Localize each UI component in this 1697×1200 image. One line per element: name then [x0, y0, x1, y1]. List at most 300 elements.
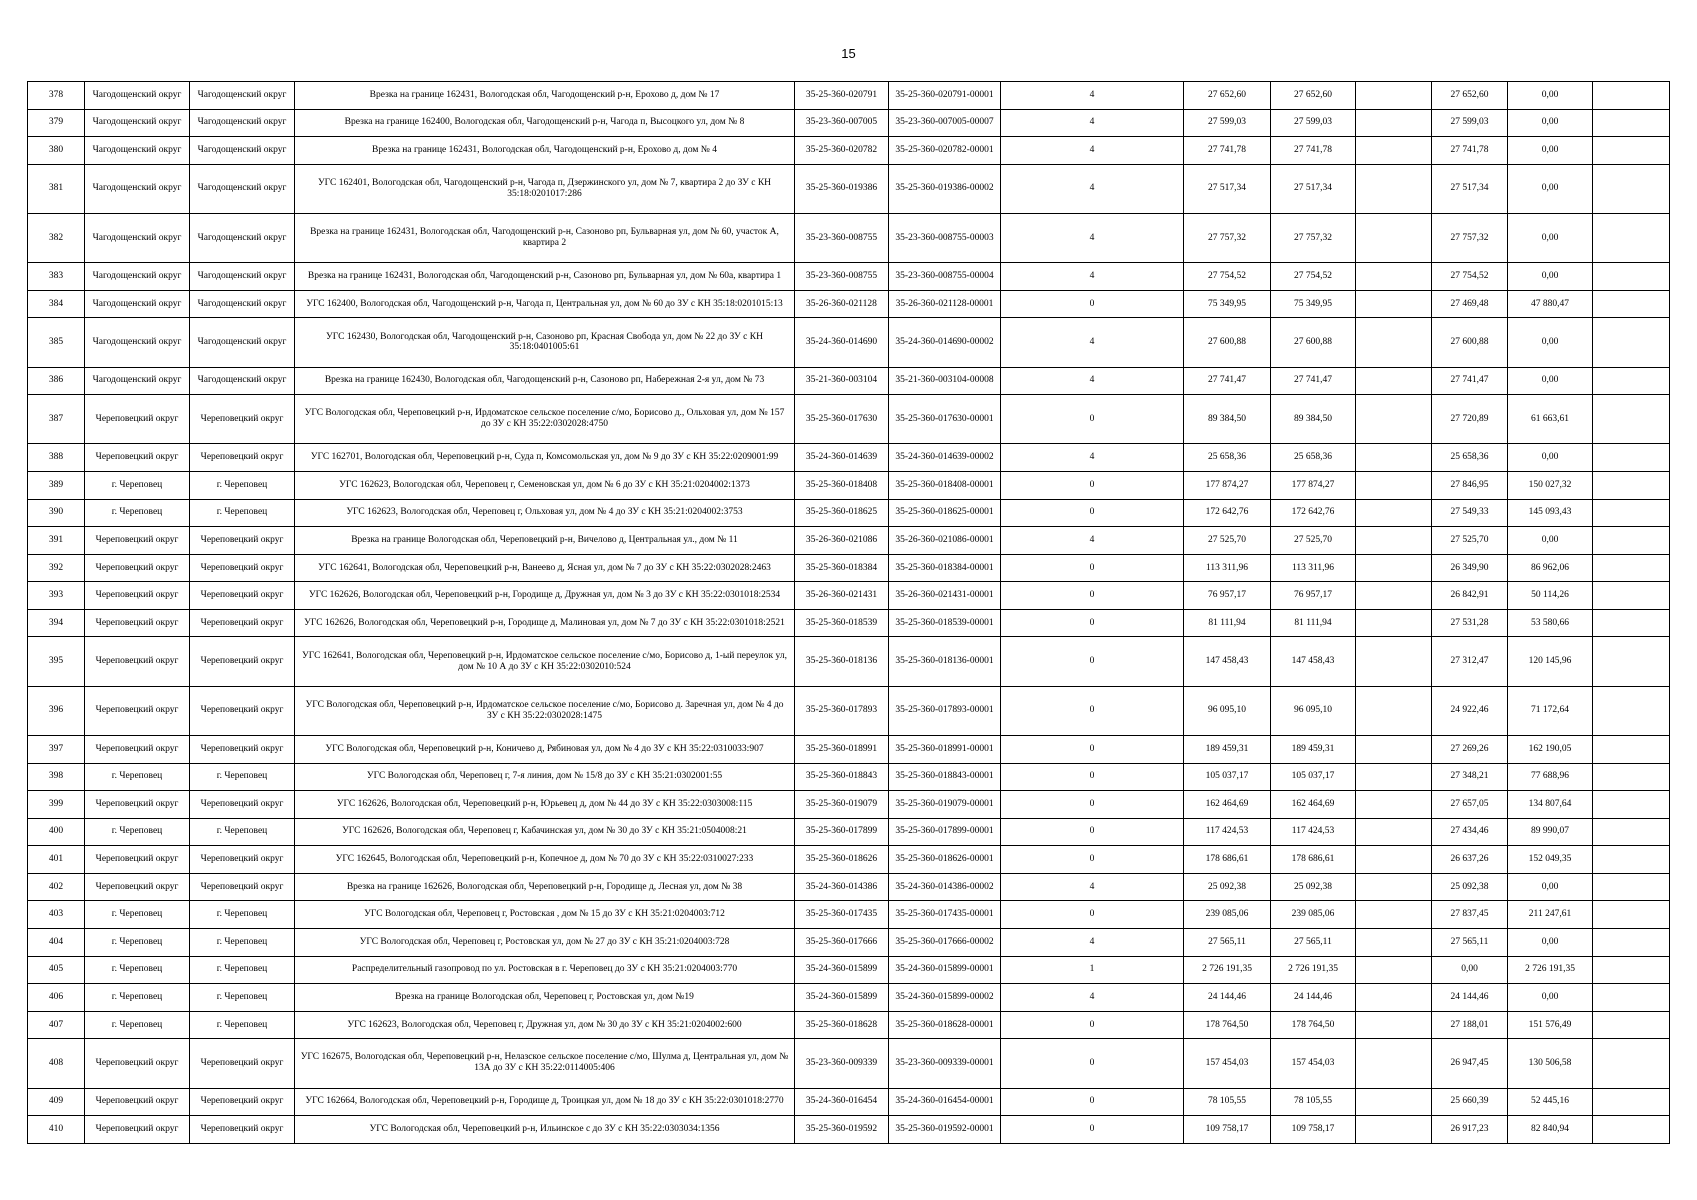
- object-number-cell: 35-23-360-008755-00003: [889, 213, 1001, 262]
- address-cell: УГС 162626, Вологодская обл, Череповец г, Кабачинская ул, дом № 30 до ЗУ с КН 35:21:0504008:21: [295, 818, 795, 846]
- empty-cell: [1593, 637, 1670, 686]
- amount-calc-cell: 81 111,94: [1271, 609, 1356, 637]
- empty-cell: [1356, 109, 1432, 137]
- table-row: [28, 637, 1670, 686]
- category-cell: 0: [1001, 1011, 1184, 1039]
- empty-cell: [1593, 263, 1670, 291]
- category-cell: 0: [1001, 609, 1184, 637]
- address-cell: Врезка на границе Вологодская обл, Череповецкий р-н, Вичелово д, Центральная ул., дом № 11: [295, 527, 795, 555]
- amount-calc-cell: 117 424,53: [1271, 818, 1356, 846]
- empty-cell: [1356, 318, 1432, 367]
- empty-cell: [1593, 609, 1670, 637]
- table-row: [28, 901, 1670, 929]
- cadastral-number-cell: 35-25-360-020782: [795, 137, 889, 165]
- amount-paid-cell: 27 600,88: [1432, 318, 1508, 367]
- amount-total-cell: 27 517,34: [1184, 164, 1271, 213]
- empty-cell: [1356, 395, 1432, 444]
- row-number-cell: 410: [28, 1116, 85, 1144]
- empty-cell: [1593, 928, 1670, 956]
- address-cell: УГС Вологодская обл, Череповецкий р-н, Ильинское с до ЗУ с КН 35:22:0303034:1356: [295, 1116, 795, 1144]
- category-cell: 0: [1001, 290, 1184, 318]
- amount-rest-cell: 151 576,49: [1508, 1011, 1593, 1039]
- municipality-cell: Чагодощенский округ: [190, 290, 295, 318]
- amount-total-cell: 2 726 191,35: [1184, 956, 1271, 984]
- amount-paid-cell: 0,00: [1432, 956, 1508, 984]
- amount-paid-cell: 24 144,46: [1432, 984, 1508, 1012]
- cadastral-number-cell: 35-24-360-014386: [795, 873, 889, 901]
- district-cell: Череповецкий округ: [85, 609, 190, 637]
- empty-cell: [1593, 582, 1670, 610]
- object-number-cell: 35-25-360-018408-00001: [889, 471, 1001, 499]
- amount-paid-cell: 27 517,34: [1432, 164, 1508, 213]
- empty-cell: [1356, 582, 1432, 610]
- address-cell: Врезка на границе 162431, Вологодская обл, Чагодощенский р-н, Сазоново рп, Бульварная ул, дом № 60, участок А, квартира 2: [295, 213, 795, 262]
- row-number-cell: 393: [28, 582, 85, 610]
- amount-rest-cell: 0,00: [1508, 527, 1593, 555]
- amount-rest-cell: 0,00: [1508, 109, 1593, 137]
- district-cell: Чагодощенский округ: [85, 82, 190, 110]
- empty-cell: [1356, 527, 1432, 555]
- category-cell: 0: [1001, 1088, 1184, 1116]
- municipality-cell: г. Череповец: [190, 818, 295, 846]
- amount-paid-cell: 26 637,26: [1432, 846, 1508, 874]
- municipality-cell: Чагодощенский округ: [190, 137, 295, 165]
- amount-rest-cell: 82 840,94: [1508, 1116, 1593, 1144]
- amount-total-cell: 178 764,50: [1184, 1011, 1271, 1039]
- row-number-cell: 407: [28, 1011, 85, 1039]
- row-number-cell: 399: [28, 791, 85, 819]
- registry-table: [27, 81, 1670, 1144]
- object-number-cell: 35-21-360-003104-00008: [889, 367, 1001, 395]
- amount-rest-cell: 0,00: [1508, 873, 1593, 901]
- category-cell: 0: [1001, 735, 1184, 763]
- empty-cell: [1356, 735, 1432, 763]
- amount-calc-cell: 162 464,69: [1271, 791, 1356, 819]
- object-number-cell: 35-25-360-018843-00001: [889, 763, 1001, 791]
- amount-total-cell: 25 658,36: [1184, 444, 1271, 472]
- amount-calc-cell: 27 741,47: [1271, 367, 1356, 395]
- district-cell: г. Череповец: [85, 471, 190, 499]
- amount-total-cell: 27 600,88: [1184, 318, 1271, 367]
- amount-rest-cell: 71 172,64: [1508, 686, 1593, 735]
- amount-paid-cell: 27 549,33: [1432, 499, 1508, 527]
- category-cell: 0: [1001, 791, 1184, 819]
- empty-cell: [1356, 1088, 1432, 1116]
- object-number-cell: 35-25-360-017666-00002: [889, 928, 1001, 956]
- address-cell: УГС 162623, Вологодская обл, Череповец г, Ольховая ул, дом № 4 до ЗУ с КН 35:21:0204002:3753: [295, 499, 795, 527]
- address-cell: УГС 162626, Вологодская обл, Череповецкий р-н, Городище д, Дружная ул, дом № 3 до ЗУ с КН 35:22:0301018:2534: [295, 582, 795, 610]
- municipality-cell: Череповецкий округ: [190, 791, 295, 819]
- district-cell: Череповецкий округ: [85, 1116, 190, 1144]
- cadastral-number-cell: 35-25-360-018628: [795, 1011, 889, 1039]
- amount-rest-cell: 53 580,66: [1508, 609, 1593, 637]
- category-cell: 0: [1001, 637, 1184, 686]
- empty-cell: [1356, 609, 1432, 637]
- amount-paid-cell: 25 658,36: [1432, 444, 1508, 472]
- municipality-cell: Чагодощенский округ: [190, 263, 295, 291]
- category-cell: 4: [1001, 82, 1184, 110]
- amount-paid-cell: 27 565,11: [1432, 928, 1508, 956]
- amount-calc-cell: 157 454,03: [1271, 1039, 1356, 1088]
- amount-total-cell: 75 349,95: [1184, 290, 1271, 318]
- empty-cell: [1593, 367, 1670, 395]
- address-cell: Врезка на границе 162431, Вологодская обл, Чагодощенский р-н, Ерохово д, дом № 4: [295, 137, 795, 165]
- address-cell: УГС 162641, Вологодская обл, Череповецкий р-н, Ванеево д, Ясная ул, дом № 7 до ЗУ с КН 35:22:0302028:2463: [295, 554, 795, 582]
- address-cell: УГС 162664, Вологодская обл, Череповецкий р-н, Городище д, Троицкая ул, дом № 18 до ЗУ с КН 35:22:0301018:2770: [295, 1088, 795, 1116]
- row-number-cell: 383: [28, 263, 85, 291]
- table-row: [28, 395, 1670, 444]
- category-cell: 0: [1001, 763, 1184, 791]
- row-number-cell: 397: [28, 735, 85, 763]
- amount-paid-cell: 27 757,32: [1432, 213, 1508, 262]
- empty-cell: [1356, 956, 1432, 984]
- municipality-cell: г. Череповец: [190, 471, 295, 499]
- amount-rest-cell: 0,00: [1508, 213, 1593, 262]
- amount-total-cell: 27 652,60: [1184, 82, 1271, 110]
- district-cell: г. Череповец: [85, 499, 190, 527]
- amount-paid-cell: 26 947,45: [1432, 1039, 1508, 1088]
- category-cell: 0: [1001, 471, 1184, 499]
- cadastral-number-cell: 35-21-360-003104: [795, 367, 889, 395]
- amount-paid-cell: 27 846,95: [1432, 471, 1508, 499]
- category-cell: 0: [1001, 554, 1184, 582]
- cadastral-number-cell: 35-26-360-021128: [795, 290, 889, 318]
- municipality-cell: Череповецкий округ: [190, 444, 295, 472]
- municipality-cell: Череповецкий округ: [190, 1116, 295, 1144]
- address-cell: УГС 162701, Вологодская обл, Череповецкий р-н, Суда п, Комсомольская ул, дом № 9 до ЗУ с КН 35:22:0209001:99: [295, 444, 795, 472]
- amount-rest-cell: 134 807,64: [1508, 791, 1593, 819]
- object-number-cell: 35-25-360-019386-00002: [889, 164, 1001, 213]
- category-cell: 4: [1001, 263, 1184, 291]
- empty-cell: [1356, 471, 1432, 499]
- amount-calc-cell: 24 144,46: [1271, 984, 1356, 1012]
- row-number-cell: 389: [28, 471, 85, 499]
- empty-cell: [1356, 901, 1432, 929]
- amount-total-cell: 177 874,27: [1184, 471, 1271, 499]
- cadastral-number-cell: 35-23-360-008755: [795, 263, 889, 291]
- district-cell: Череповецкий округ: [85, 873, 190, 901]
- empty-cell: [1356, 367, 1432, 395]
- table-row: [28, 609, 1670, 637]
- empty-cell: [1593, 984, 1670, 1012]
- cadastral-number-cell: 35-24-360-014639: [795, 444, 889, 472]
- empty-cell: [1593, 395, 1670, 444]
- district-cell: г. Череповец: [85, 928, 190, 956]
- amount-calc-cell: 2 726 191,35: [1271, 956, 1356, 984]
- district-cell: Чагодощенский округ: [85, 137, 190, 165]
- amount-calc-cell: 27 754,52: [1271, 263, 1356, 291]
- empty-cell: [1356, 818, 1432, 846]
- cadastral-number-cell: 35-26-360-021086: [795, 527, 889, 555]
- empty-cell: [1593, 164, 1670, 213]
- empty-cell: [1356, 763, 1432, 791]
- object-number-cell: 35-25-360-020791-00001: [889, 82, 1001, 110]
- empty-cell: [1593, 213, 1670, 262]
- object-number-cell: 35-25-360-017899-00001: [889, 818, 1001, 846]
- address-cell: УГС 162641, Вологодская обл, Череповецкий р-н, Ирдоматское сельское поселение с/мо, Борисово д, 1-ый переулок ул, дом № 10 А до ЗУ с КН 35:22:0302010:524: [295, 637, 795, 686]
- object-number-cell: 35-24-360-014639-00002: [889, 444, 1001, 472]
- amount-rest-cell: 0,00: [1508, 444, 1593, 472]
- category-cell: 4: [1001, 984, 1184, 1012]
- amount-rest-cell: 145 093,43: [1508, 499, 1593, 527]
- amount-calc-cell: 78 105,55: [1271, 1088, 1356, 1116]
- municipality-cell: г. Череповец: [190, 499, 295, 527]
- amount-rest-cell: 120 145,96: [1508, 637, 1593, 686]
- empty-cell: [1593, 527, 1670, 555]
- row-number-cell: 400: [28, 818, 85, 846]
- cadastral-number-cell: 35-25-360-020791: [795, 82, 889, 110]
- amount-calc-cell: 25 658,36: [1271, 444, 1356, 472]
- district-cell: Чагодощенский округ: [85, 109, 190, 137]
- empty-cell: [1593, 1116, 1670, 1144]
- empty-cell: [1356, 137, 1432, 165]
- amount-rest-cell: 0,00: [1508, 928, 1593, 956]
- address-cell: УГС Вологодская обл, Череповецкий р-н, Ирдоматское сельское поселение с/мо, Борисово д. Заречная ул, дом № 4 до ЗУ с КН 35:22:0302028:1475: [295, 686, 795, 735]
- object-number-cell: 35-25-360-018625-00001: [889, 499, 1001, 527]
- table-row: [28, 82, 1670, 110]
- district-cell: Чагодощенский округ: [85, 318, 190, 367]
- district-cell: г. Череповец: [85, 818, 190, 846]
- table-row: [28, 290, 1670, 318]
- amount-calc-cell: 27 599,03: [1271, 109, 1356, 137]
- amount-total-cell: 117 424,53: [1184, 818, 1271, 846]
- table-row: [28, 137, 1670, 165]
- registry-body: [28, 82, 1670, 1144]
- municipality-cell: Череповецкий округ: [190, 609, 295, 637]
- address-cell: Врезка на границе 162431, Вологодская обл, Чагодощенский р-н, Сазоново рп, Бульварная ул, дом № 60а, квартира 1: [295, 263, 795, 291]
- row-number-cell: 409: [28, 1088, 85, 1116]
- district-cell: Чагодощенский округ: [85, 164, 190, 213]
- empty-cell: [1356, 164, 1432, 213]
- amount-rest-cell: 152 049,35: [1508, 846, 1593, 874]
- municipality-cell: Череповецкий округ: [190, 395, 295, 444]
- amount-paid-cell: 26 349,90: [1432, 554, 1508, 582]
- amount-rest-cell: 89 990,07: [1508, 818, 1593, 846]
- table-row: [28, 527, 1670, 555]
- empty-cell: [1356, 444, 1432, 472]
- address-cell: УГС Вологодская обл, Череповецкий р-н, Коничево д, Рябиновая ул, дом № 4 до ЗУ с КН 35:22:0310033:907: [295, 735, 795, 763]
- cadastral-number-cell: 35-25-360-018539: [795, 609, 889, 637]
- empty-cell: [1593, 471, 1670, 499]
- table-row: [28, 554, 1670, 582]
- category-cell: 0: [1001, 846, 1184, 874]
- amount-total-cell: 239 085,06: [1184, 901, 1271, 929]
- category-cell: 4: [1001, 318, 1184, 367]
- cadastral-number-cell: 35-25-360-018408: [795, 471, 889, 499]
- empty-cell: [1593, 956, 1670, 984]
- object-number-cell: 35-25-360-018136-00001: [889, 637, 1001, 686]
- row-number-cell: 396: [28, 686, 85, 735]
- amount-rest-cell: 0,00: [1508, 137, 1593, 165]
- object-number-cell: 35-26-360-021086-00001: [889, 527, 1001, 555]
- amount-calc-cell: 147 458,43: [1271, 637, 1356, 686]
- cadastral-number-cell: 35-25-360-018626: [795, 846, 889, 874]
- cadastral-number-cell: 35-24-360-014690: [795, 318, 889, 367]
- municipality-cell: Череповецкий округ: [190, 846, 295, 874]
- object-number-cell: 35-24-360-014690-00002: [889, 318, 1001, 367]
- empty-cell: [1593, 1011, 1670, 1039]
- cadastral-number-cell: 35-24-360-015899: [795, 956, 889, 984]
- row-number-cell: 387: [28, 395, 85, 444]
- row-number-cell: 379: [28, 109, 85, 137]
- empty-cell: [1593, 109, 1670, 137]
- municipality-cell: г. Череповец: [190, 1011, 295, 1039]
- district-cell: Череповецкий округ: [85, 395, 190, 444]
- table-row: [28, 444, 1670, 472]
- municipality-cell: Чагодощенский округ: [190, 367, 295, 395]
- district-cell: Череповецкий округ: [85, 1039, 190, 1088]
- table-row: [28, 471, 1670, 499]
- amount-calc-cell: 75 349,95: [1271, 290, 1356, 318]
- amount-calc-cell: 27 525,70: [1271, 527, 1356, 555]
- amount-rest-cell: 61 663,61: [1508, 395, 1593, 444]
- address-cell: Врезка на границе 162626, Вологодская обл, Череповецкий р-н, Городище д, Лесная ул, дом № 38: [295, 873, 795, 901]
- municipality-cell: Череповецкий округ: [190, 554, 295, 582]
- table-row: [28, 763, 1670, 791]
- object-number-cell: 35-23-360-007005-00007: [889, 109, 1001, 137]
- empty-cell: [1356, 1116, 1432, 1144]
- category-cell: 4: [1001, 367, 1184, 395]
- table-row: [28, 582, 1670, 610]
- amount-total-cell: 24 144,46: [1184, 984, 1271, 1012]
- amount-paid-cell: 25 660,39: [1432, 1088, 1508, 1116]
- district-cell: г. Череповец: [85, 763, 190, 791]
- amount-rest-cell: 150 027,32: [1508, 471, 1593, 499]
- amount-rest-cell: 162 190,05: [1508, 735, 1593, 763]
- municipality-cell: Череповецкий округ: [190, 735, 295, 763]
- empty-cell: [1356, 686, 1432, 735]
- amount-paid-cell: 27 720,89: [1432, 395, 1508, 444]
- district-cell: Чагодощенский округ: [85, 263, 190, 291]
- object-number-cell: 35-25-360-020782-00001: [889, 137, 1001, 165]
- amount-calc-cell: 76 957,17: [1271, 582, 1356, 610]
- category-cell: 0: [1001, 901, 1184, 929]
- district-cell: Чагодощенский округ: [85, 367, 190, 395]
- address-cell: УГС 162675, Вологодская обл, Череповецкий р-н, Нелазское сельское поселение с/мо, Шулма д, Центральная ул, дом № 13А до ЗУ с КН 35:22:0114005:406: [295, 1039, 795, 1088]
- amount-total-cell: 76 957,17: [1184, 582, 1271, 610]
- amount-calc-cell: 25 092,38: [1271, 873, 1356, 901]
- cadastral-number-cell: 35-24-360-016454: [795, 1088, 889, 1116]
- object-number-cell: 35-25-360-017435-00001: [889, 901, 1001, 929]
- amount-rest-cell: 0,00: [1508, 318, 1593, 367]
- amount-paid-cell: 27 312,47: [1432, 637, 1508, 686]
- municipality-cell: Череповецкий округ: [190, 637, 295, 686]
- amount-calc-cell: 27 757,32: [1271, 213, 1356, 262]
- address-cell: Врезка на границе 162431, Вологодская обл, Чагодощенский р-н, Ерохово д, дом № 17: [295, 82, 795, 110]
- row-number-cell: 405: [28, 956, 85, 984]
- amount-calc-cell: 239 085,06: [1271, 901, 1356, 929]
- table-row: [28, 1011, 1670, 1039]
- object-number-cell: 35-24-360-015899-00001: [889, 956, 1001, 984]
- amount-rest-cell: 2 726 191,35: [1508, 956, 1593, 984]
- empty-cell: [1356, 263, 1432, 291]
- amount-rest-cell: 0,00: [1508, 263, 1593, 291]
- amount-total-cell: 105 037,17: [1184, 763, 1271, 791]
- category-cell: 0: [1001, 499, 1184, 527]
- category-cell: 0: [1001, 818, 1184, 846]
- row-number-cell: 386: [28, 367, 85, 395]
- municipality-cell: Чагодощенский округ: [190, 82, 295, 110]
- empty-cell: [1356, 213, 1432, 262]
- category-cell: 4: [1001, 928, 1184, 956]
- amount-total-cell: 109 758,17: [1184, 1116, 1271, 1144]
- empty-cell: [1593, 554, 1670, 582]
- amount-paid-cell: 27 348,21: [1432, 763, 1508, 791]
- amount-rest-cell: 0,00: [1508, 984, 1593, 1012]
- object-number-cell: 35-23-360-009339-00001: [889, 1039, 1001, 1088]
- amount-total-cell: 189 459,31: [1184, 735, 1271, 763]
- cadastral-number-cell: 35-26-360-021431: [795, 582, 889, 610]
- district-cell: г. Череповец: [85, 956, 190, 984]
- row-number-cell: 394: [28, 609, 85, 637]
- row-number-cell: 390: [28, 499, 85, 527]
- amount-paid-cell: 27 741,47: [1432, 367, 1508, 395]
- address-cell: УГС Вологодская обл, Череповец г, 7-я линия, дом № 15/8 до ЗУ с КН 35:21:0302001:55: [295, 763, 795, 791]
- district-cell: Череповецкий округ: [85, 735, 190, 763]
- district-cell: Чагодощенский округ: [85, 213, 190, 262]
- empty-cell: [1593, 735, 1670, 763]
- cadastral-number-cell: 35-25-360-018384: [795, 554, 889, 582]
- amount-calc-cell: 27 565,11: [1271, 928, 1356, 956]
- empty-cell: [1356, 846, 1432, 874]
- cadastral-number-cell: 35-25-360-018991: [795, 735, 889, 763]
- municipality-cell: Чагодощенский округ: [190, 164, 295, 213]
- empty-cell: [1356, 82, 1432, 110]
- amount-calc-cell: 109 758,17: [1271, 1116, 1356, 1144]
- cadastral-number-cell: 35-23-360-008755: [795, 213, 889, 262]
- empty-cell: [1593, 318, 1670, 367]
- table-row: [28, 1116, 1670, 1144]
- address-cell: Врезка на границе 162400, Вологодская обл, Чагодощенский р-н, Чагода п, Высоцкого ул, дом № 8: [295, 109, 795, 137]
- district-cell: Череповецкий округ: [85, 686, 190, 735]
- object-number-cell: 35-24-360-014386-00002: [889, 873, 1001, 901]
- municipality-cell: г. Череповец: [190, 956, 295, 984]
- category-cell: 0: [1001, 686, 1184, 735]
- district-cell: г. Череповец: [85, 901, 190, 929]
- empty-cell: [1356, 984, 1432, 1012]
- municipality-cell: г. Череповец: [190, 984, 295, 1012]
- amount-total-cell: 27 565,11: [1184, 928, 1271, 956]
- amount-paid-cell: 27 652,60: [1432, 82, 1508, 110]
- address-cell: УГС 162430, Вологодская обл, Чагодощенский р-н, Сазоново рп, Красная Свобода ул, дом № 22 до ЗУ с КН 35:18:0401005:61: [295, 318, 795, 367]
- district-cell: Череповецкий округ: [85, 637, 190, 686]
- amount-calc-cell: 178 686,61: [1271, 846, 1356, 874]
- amount-total-cell: 27 757,32: [1184, 213, 1271, 262]
- amount-total-cell: 81 111,94: [1184, 609, 1271, 637]
- amount-paid-cell: 26 842,91: [1432, 582, 1508, 610]
- cadastral-number-cell: 35-25-360-017893: [795, 686, 889, 735]
- empty-cell: [1593, 137, 1670, 165]
- empty-cell: [1593, 686, 1670, 735]
- row-number-cell: 408: [28, 1039, 85, 1088]
- amount-paid-cell: 26 917,23: [1432, 1116, 1508, 1144]
- table-row: [28, 686, 1670, 735]
- amount-paid-cell: 27 837,45: [1432, 901, 1508, 929]
- amount-calc-cell: 27 652,60: [1271, 82, 1356, 110]
- amount-calc-cell: 177 874,27: [1271, 471, 1356, 499]
- amount-rest-cell: 47 880,47: [1508, 290, 1593, 318]
- object-number-cell: 35-25-360-017893-00001: [889, 686, 1001, 735]
- table-row: [28, 263, 1670, 291]
- cadastral-number-cell: 35-25-360-019386: [795, 164, 889, 213]
- address-cell: УГС Вологодская обл, Череповец г, Ростовская , дом № 15 до ЗУ с КН 35:21:0204003:712: [295, 901, 795, 929]
- district-cell: Череповецкий округ: [85, 791, 190, 819]
- category-cell: 0: [1001, 1039, 1184, 1088]
- municipality-cell: Чагодощенский округ: [190, 109, 295, 137]
- amount-calc-cell: 27 517,34: [1271, 164, 1356, 213]
- amount-rest-cell: 0,00: [1508, 164, 1593, 213]
- category-cell: 4: [1001, 137, 1184, 165]
